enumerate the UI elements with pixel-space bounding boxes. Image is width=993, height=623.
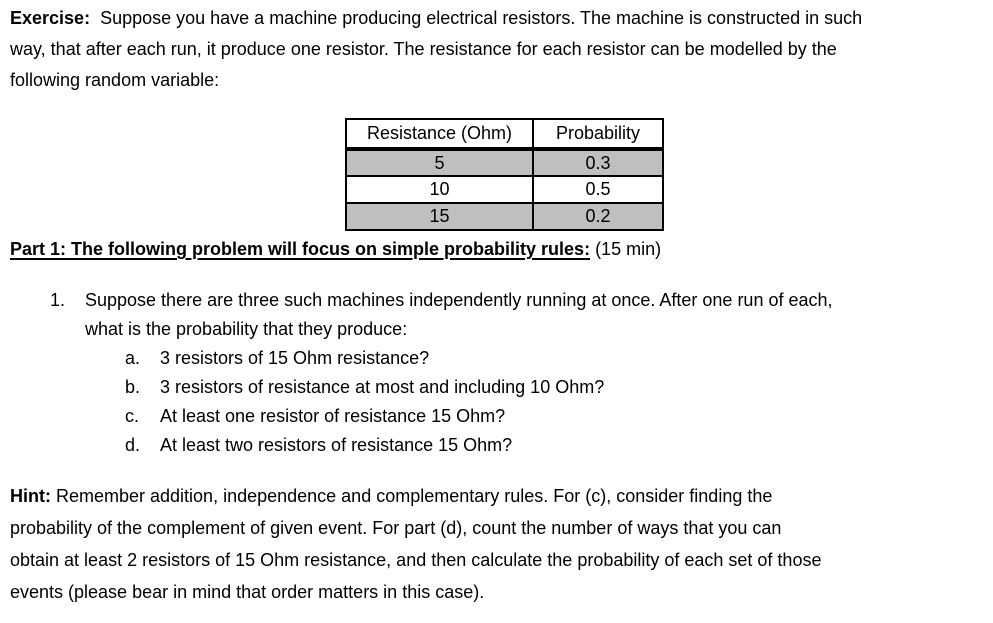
- sub-item-a: [0, 344, 993, 373]
- header-resistance: Resistance (Ohm): [346, 119, 533, 149]
- sub-item-label: a.: [125, 348, 141, 368]
- cell-probability: 0.5: [533, 176, 663, 203]
- part1-heading-underlined: Part 1: The following problem will focus on simple probability rules:: [10, 239, 591, 259]
- part1-heading-time: (15 min): [590, 239, 662, 259]
- sub-item-text: At least two resistors of resistance 15 Ohm?: [160, 435, 513, 455]
- question-1: [0, 286, 993, 460]
- cell-resistance: 10: [346, 176, 533, 203]
- table-row: [346, 149, 663, 176]
- table-row: [346, 176, 663, 203]
- cell-probability: 0.2: [533, 203, 663, 230]
- question-line-2: what is the probability that they produce:: [85, 319, 408, 339]
- hint-line-1: [10, 480, 983, 512]
- hint-line-4: events (please bear in mind that order matters in this case).: [10, 582, 485, 602]
- sub-item-d: [0, 431, 993, 460]
- table-row: [346, 203, 663, 230]
- cell-resistance: 15: [346, 203, 533, 230]
- question-number: 1.: [50, 290, 66, 310]
- intro-paragraph: [10, 3, 983, 96]
- sub-item-text: At least one resistor of resistance 15 Ohm?: [160, 406, 506, 426]
- sub-item-text: 3 resistors of 15 Ohm resistance?: [160, 348, 430, 368]
- hint-label: Hint:: [10, 486, 51, 506]
- sub-item-label: b.: [125, 377, 141, 397]
- hint-line-2: probability of the complement of given event. For part (d), count the number of ways that you can: [10, 518, 782, 538]
- sub-item-text: 3 resistors of resistance at most and including 10 Ohm?: [160, 377, 605, 397]
- sub-item-label: d.: [125, 435, 141, 455]
- sub-item-label: c.: [125, 406, 140, 426]
- sub-item-c: [0, 402, 993, 431]
- hint-line-3: obtain at least 2 resistors of 15 Ohm resistance, and then calculate the probability of each set of those: [10, 550, 822, 570]
- part1-heading: [10, 234, 983, 265]
- sub-item-b: [0, 373, 993, 402]
- cell-resistance: 5: [346, 149, 533, 176]
- hint-paragraph: [10, 480, 983, 608]
- intro-line-1-text: Suppose you have a machine producing electrical resistors. The machine is constructed in such: [90, 8, 863, 28]
- intro-line-3: following random variable:: [10, 70, 220, 90]
- hint-line-1-text: Remember addition, independence and complementary rules. For (c), consider finding the: [50, 486, 773, 506]
- document-page: [0, 3, 993, 608]
- question-line-1: Suppose there are three such machines independently running at once. After one run of each,: [85, 290, 833, 310]
- table-header-row: [346, 119, 663, 149]
- cell-probability: 0.3: [533, 149, 663, 176]
- probability-table: [345, 118, 664, 231]
- header-probability: Probability: [533, 119, 663, 149]
- exercise-label: Exercise:: [10, 8, 91, 28]
- intro-line-2: way, that after each run, it produce one resistor. The resistance for each resistor can be modelled by the: [10, 39, 837, 59]
- intro-line-1: [10, 3, 983, 34]
